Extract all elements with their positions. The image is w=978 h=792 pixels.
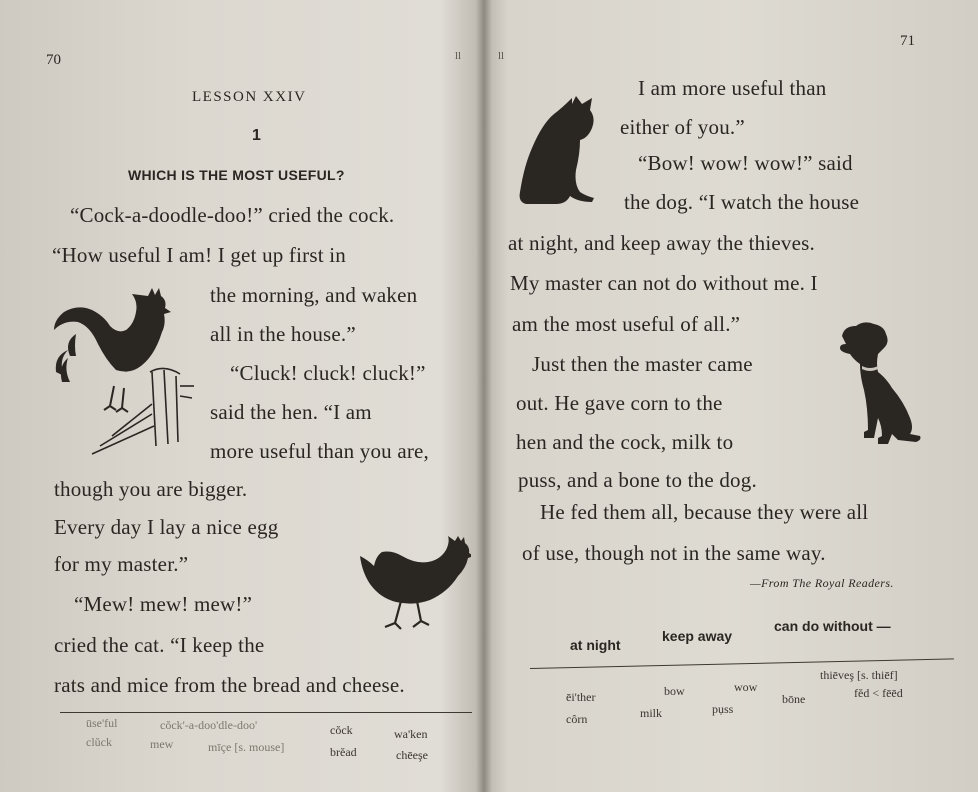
study-phrase: at night [570,637,621,653]
lesson-heading: WHICH IS THE MOST USEFUL? [128,167,345,183]
gutter-mark: ll [498,50,505,62]
pronunciation-word: milk [640,706,663,720]
dog-illustration [836,322,934,450]
text-line: “Mew! mew! mew!” [74,592,253,616]
page-number: 71 [900,33,915,49]
text-line: I am more useful than [638,76,827,100]
text-line: the dog. “I watch the house [624,190,860,214]
text-line: Just then the master came [532,352,753,376]
cat-illustration [510,96,606,212]
text-line: “How useful I am! I get up first in [52,243,346,267]
pronunciation-word: fĕd < fēēd [854,686,903,700]
text-line: though you are bigger. [54,477,248,501]
text-line: at night, and keep away the thieves. [508,231,815,255]
pronunciation-word: mew [150,737,174,751]
study-phrase: keep away [662,628,733,644]
pronunciation-word: brĕad [330,745,357,759]
text-line: rats and mice from the bread and cheese. [54,673,405,697]
pronunciation-word: thiēveş [s. thiēf] [820,668,898,682]
text-line: “Bow! wow! wow!” said [638,151,853,175]
source-credit: —From The Royal Readers. [750,576,894,590]
text-line: Every day I lay a nice egg [54,515,279,539]
text-line: all in the house.” [210,322,356,346]
rooster-illustration [52,286,202,458]
pronunciation-word: cŏck'-a-doo'dle-doo' [160,718,258,732]
text-line: My master can not do without me. I [510,271,818,295]
text-line: puss, and a bone to the dog. [518,468,757,492]
pronunciation-word: clŭck [86,735,112,749]
text-line: “Cock-a-doodle-doo!” cried the cock. [70,203,395,227]
pronunciation-word: wa'ken [394,727,428,741]
text-line: the morning, and waken [210,283,418,307]
pronunciation-word: mīçe [s. mouse] [208,740,285,754]
right-page [486,0,978,792]
divider-rule [60,712,472,713]
text-line: for my master.” [54,552,189,576]
pronunciation-word: wow [734,680,758,694]
pronunciation-word: ūse'ful [86,716,118,730]
text-line: either of you.” [620,115,745,139]
gutter-mark: ll [455,50,462,62]
text-line: out. He gave corn to the [516,391,723,415]
pronunciation-word: ēi'ther [566,690,596,704]
pronunciation-word: cŏck [330,723,353,737]
text-line: hen and the cock, milk to [516,430,734,454]
lesson-title: LESSON XXIV [192,89,307,105]
pronunciation-word: côrn [566,712,588,726]
section-number: 1 [252,127,261,144]
text-line: cried the cat. “I keep the [54,633,265,657]
text-line: He fed them all, because they were all [540,500,869,524]
pronunciation-word: bow [664,684,685,698]
left-page [0,0,484,792]
study-phrase: can do without — [774,618,891,634]
pronunciation-word: pụss [712,702,734,716]
page-number: 70 [46,52,61,68]
text-line: more useful than you are, [210,439,430,463]
pronunciation-word: chēeşe [396,748,428,762]
text-line: said the hen. “I am [210,400,372,424]
hen-illustration [355,535,471,635]
text-line: of use, though not in the same way. [522,541,826,565]
text-line: am the most useful of all.” [512,312,741,336]
text-line: “Cluck! cluck! cluck!” [230,361,426,385]
pronunciation-word: bōne [782,692,806,706]
